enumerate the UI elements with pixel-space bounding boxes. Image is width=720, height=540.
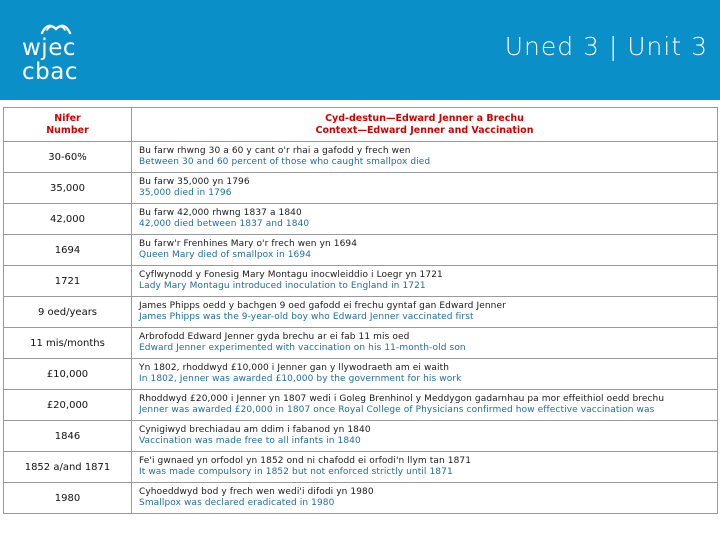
context-cell [132, 421, 718, 452]
context-welsh-text: Cyflwynodd y Fonesig Mary Montagu inocwleiddio i Loegr yn 1721 [139, 269, 443, 280]
logo-text-wjec: wjec [22, 35, 76, 61]
number-cell: 11 mis/months [4, 328, 132, 359]
number-cell: £10,000 [4, 359, 132, 390]
context-cell [132, 359, 718, 390]
context-welsh-text: Rhoddwyd £20,000 i Jenner yn 1807 wedi i Goleg Brenhinol y Meddygon gadarnhau pa mor effeithiol oedd brechu [139, 393, 665, 404]
context-welsh-text: Bu farw'r Frenhines Mary o'r frech wen yn 1694 [139, 238, 358, 249]
context-cell [132, 173, 718, 204]
number-cell: 42,000 [4, 204, 132, 235]
wjec-logo [22, 17, 92, 85]
book-icon [38, 17, 74, 35]
table-row [4, 452, 718, 483]
context-english-text: 35,000 died in 1796 [139, 188, 232, 198]
context-cell [132, 483, 718, 514]
number-cell: 1694 [4, 235, 132, 266]
table-row [4, 142, 718, 173]
number-cell: £20,000 [4, 390, 132, 421]
number-cell: 1852 a/and 1871 [4, 452, 132, 483]
context-english-text: Lady Mary Montagu introduced inoculation to England in 1721 [139, 281, 426, 291]
table-row [4, 297, 718, 328]
table-row [4, 235, 718, 266]
logo-text-cbac: cbac [22, 59, 78, 85]
context-welsh-text: Arbrofodd Edward Jenner gyda brechu ar ei fab 11 mis oed [139, 331, 410, 342]
facts-table [3, 107, 718, 514]
context-english-text: Smallpox was declared eradicated in 1980 [139, 498, 335, 508]
context-header-english: Context—Edward Jenner and Vaccination [315, 124, 534, 136]
table-row [4, 483, 718, 514]
number-column-header [4, 108, 132, 142]
context-cell [132, 328, 718, 359]
table-row [4, 204, 718, 235]
context-english-text: It was made compulsory in 1852 but not enforced strictly until 1871 [139, 467, 453, 477]
table-row [4, 328, 718, 359]
table-row [4, 359, 718, 390]
context-cell [132, 204, 718, 235]
number-cell: 1721 [4, 266, 132, 297]
table-row [4, 173, 718, 204]
table-row [4, 421, 718, 452]
context-welsh-text: Yn 1802, rhoddwyd £10,000 i Jenner gan y llywodraeth am ei waith [139, 362, 450, 373]
table-row [4, 266, 718, 297]
context-cell [132, 142, 718, 173]
context-cell [132, 390, 718, 421]
number-cell: 1980 [4, 483, 132, 514]
number-header-english: Number [46, 124, 89, 136]
context-welsh-text: Bu farw rhwng 30 a 60 y cant o'r rhai a gafodd y frech wen [139, 145, 411, 156]
number-cell: 9 oed/years [4, 297, 132, 328]
number-cell: 30-60% [4, 142, 132, 173]
number-cell: 35,000 [4, 173, 132, 204]
context-cell [132, 266, 718, 297]
context-welsh-text: James Phipps oedd y bachgen 9 oed gafodd ei frechu gyntaf gan Edward Jenner [139, 300, 506, 311]
context-english-text: Vaccination was made free to all infants in 1840 [139, 436, 361, 446]
context-english-text: Jenner was awarded £20,000 in 1807 once Royal College of Physicians confirmed how effective vaccination was [139, 405, 655, 415]
context-cell [132, 452, 718, 483]
table-row [4, 390, 718, 421]
context-english-text: Edward Jenner experimented with vaccination on his 11-month-old son [139, 343, 466, 353]
context-column-header [132, 108, 718, 142]
table-header-row [4, 108, 718, 142]
context-english-text: Queen Mary died of smallpox in 1694 [139, 250, 312, 260]
context-english-text: James Phipps was the 9-year-old boy who Edward Jenner vaccinated first [139, 312, 474, 322]
header-bar [0, 0, 720, 100]
context-welsh-text: Cynigiwyd brechiadau am ddim i fabanod yn 1840 [139, 424, 371, 435]
context-welsh-text: Bu farw 35,000 yn 1796 [139, 176, 250, 187]
number-cell: 1846 [4, 421, 132, 452]
context-cell [132, 297, 718, 328]
context-english-text: In 1802, Jenner was awarded £10,000 by the government for his work [139, 374, 462, 384]
context-welsh-text: Bu farw 42,000 rhwng 1837 a 1840 [139, 207, 302, 218]
unit-title: Uned 3 | Unit 3 [504, 32, 708, 61]
context-welsh-text: Cyhoeddwyd bod y frech wen wedi'i difodi yn 1980 [139, 486, 374, 497]
context-cell [132, 235, 718, 266]
context-header-welsh: Cyd-destun—Edward Jenner a Brechu [325, 112, 524, 124]
context-english-text: 42,000 died between 1837 and 1840 [139, 219, 310, 229]
number-header-welsh: Nifer [54, 112, 81, 124]
context-english-text: Between 30 and 60 percent of those who caught smallpox died [139, 157, 431, 167]
context-welsh-text: Fe'i gwnaed yn orfodol yn 1852 ond ni chafodd ei orfodi'n llym tan 1871 [139, 455, 472, 466]
